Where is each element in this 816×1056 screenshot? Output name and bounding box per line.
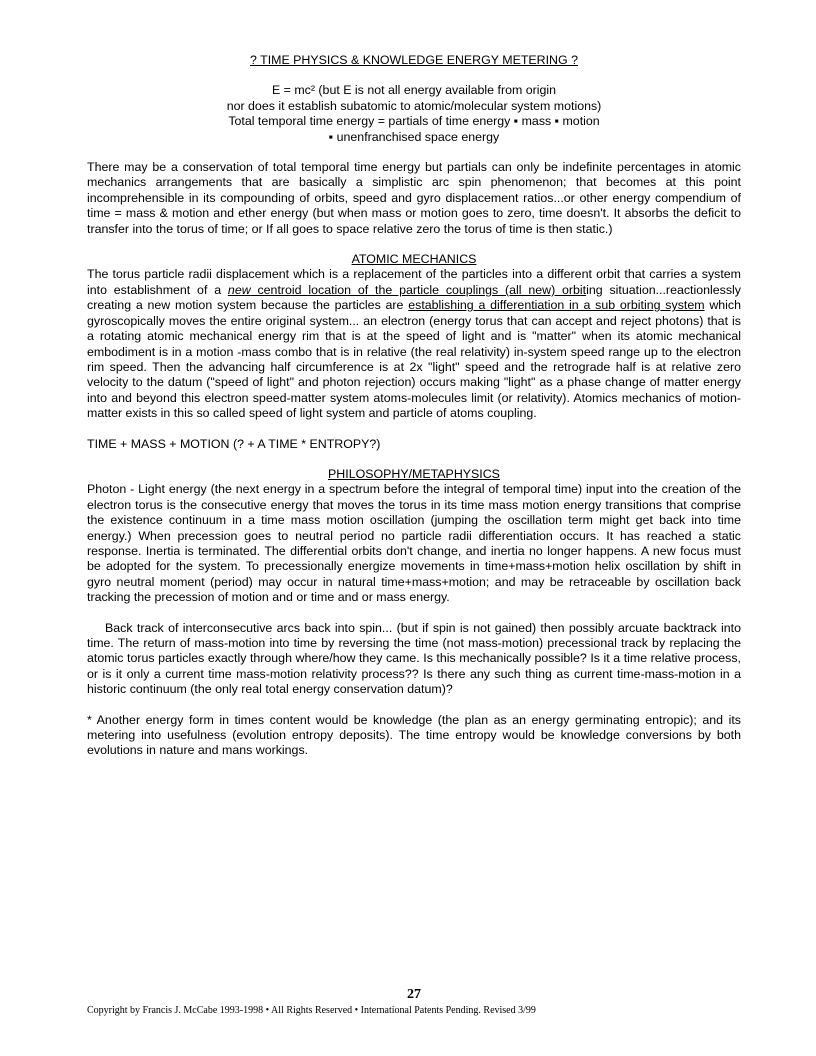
- text-run: The torus particle radii displacement which is a replacement of the particles into a different orbit that carries a system into establishment of a: [87, 267, 741, 297]
- underlined-italic-text: new: [227, 282, 251, 297]
- copyright-notice: Copyright by Francis J. McCabe 1993-1998 • All Rights Reserved • International Patents Pending. Revised 3/99: [87, 1005, 536, 1016]
- equation-line: E = mc² (but E is not all energy available from origin: [271, 83, 557, 98]
- intro-paragraph: There may be a conservation of total temporal time energy but partials can only be indefinite percentages in atomic mechanics arrangements that are basically a simplistic arc spin phenomenon; that becomes at this point incomprehensible in its compounding of orbits, speed and gyro displacement ratios...or other energy compendium of time = mass & motion and ether energy (but when mass or motion goes to zero, time doesn't. It absorbs the deficit to transfer into the torus of time; or If all goes to space relative zero the torus of time is then static.): [87, 160, 741, 236]
- equation-line: ▪ unenfranchised space energy: [328, 129, 500, 144]
- page-number: 27: [407, 987, 421, 1002]
- document-title: ? TIME PHYSICS & KNOWLEDGE ENERGY METERING ?: [250, 53, 578, 67]
- text-run: ing situation...reactionlessly creating a new motion system because the particles are: [87, 282, 742, 313]
- page-footer: [87, 986, 741, 1017]
- section-heading-philosophy: PHILOSOPHY/METAPHYSICS: [328, 466, 500, 481]
- page-content: [87, 53, 741, 774]
- backtrack-paragraph: Back track of interconsecutive arcs back into spin... (but if spin is not gained) then possibly arcuate backtrack into time. The return of mass-motion into time by reversing the time (not mass-motion) precessional track by replacing the atomic torus particles exactly through where/how they came. Is this mechanically possible? Is it a time relative process, or is it only a current time mass-motion relativity process?? Is there any such thing as current time-mass-motion in a historic continuum (the only real total energy conservation datum)?: [87, 620, 741, 697]
- equation-line: nor does it establish subatomic to atomic/molecular system motions): [226, 98, 602, 113]
- philosophy-paragraph: Photon - Light energy (the next energy in a spectrum before the integral of temporal time) input into the creation of the electron torus is the consecutive energy that moves the torus in its time mass motion energy transitions that comprise the existence continuum in a time mass motion oscillation (jumping the oscillation term might get back into time energy.) When precession goes to neutral period no particle radii differentiation occurs. It has reached a static response. Inertia is terminated. The differential orbits don't change, and inertia no longer happens. A new focus must be adopted for the system. To precessionally energize movements in time+mass+motion helix oscillation by shift in gyro neutral moment (period) may occur in natural time+mass+motion; and may be retraceable by oscillation back tracking the precession of motion and or time and or mass energy.: [87, 482, 741, 605]
- underlined-text: establishing a differentiation in a sub orbiting system: [408, 298, 705, 313]
- formula-line: TIME + MASS + MOTION (? + A TIME * ENTROPY?): [87, 436, 381, 451]
- equation-line: Total temporal time energy = partials of time energy ▪ mass ▪ motion: [228, 114, 600, 129]
- knowledge-energy-note: * Another energy form in times content would be knowledge (the plan as an energy germinating entropic); and its metering into usefulness (evolution entropy deposits). The time entropy would be knowledge conversions by both evolutions in nature and mans workings.: [87, 712, 741, 758]
- equation-block: [87, 83, 741, 145]
- section-heading-atomic-mechanics: ATOMIC MECHANICS: [351, 252, 477, 267]
- underlined-text: centroid location of the particle couplings (all new) orbit: [250, 282, 587, 297]
- atomic-mechanics-paragraph: [87, 267, 741, 421]
- text-run: which gyroscopically moves the entire original system... an electron (energy torus that can accept and reject photons) that is a rotating atomic mechanical energy rim that is at the speed of light and is "matter" when its atomic mechanical embodiment is in a motion -mass combo that is in relative (the real relativity) in-system speed range up to the electron rim speed. Then the advancing half circumference is at 2x "light" speed and the retrograde half is at relative zero velocity to the datum ("speed of light" and photon rejection) occurs making "light" as a phase change of matter energy into and beyond this electron speed-matter system atoms-molecules limit (or relativity). Atomics mechanics of motion-matter exists in this so called speed of light system and particle of atoms coupling.: [87, 298, 741, 421]
